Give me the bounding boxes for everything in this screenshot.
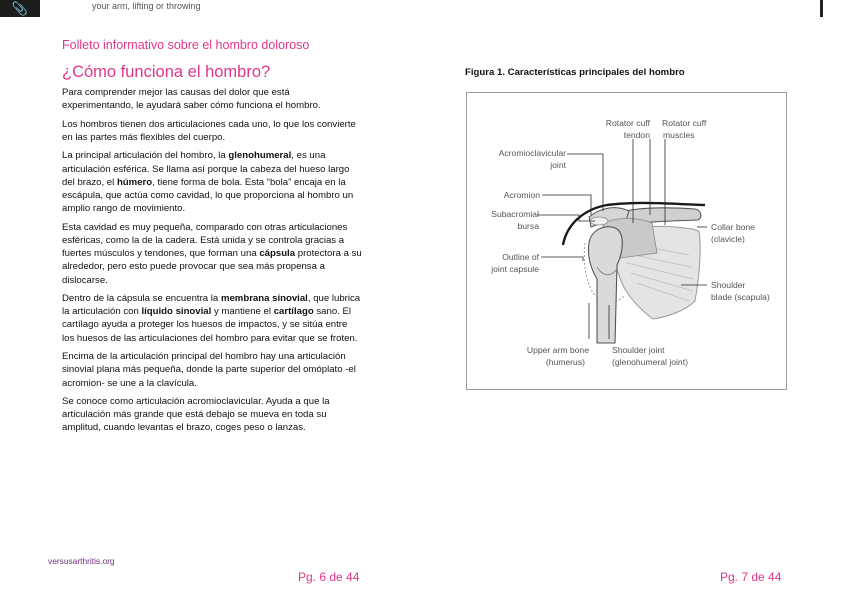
label-rc-muscles-2: muscles — [663, 130, 695, 140]
label-blade-1: Shoulder — [711, 280, 746, 290]
figure-caption: Figura 1. Características principales del hombro — [465, 67, 685, 78]
body-paragraph — [62, 395, 362, 435]
label-acromion: Acromion — [503, 190, 540, 200]
text-run: , es una articulación esférica. Se llama así porque la cabeza del hueso largo del brazo, el — [62, 150, 350, 188]
text-run: La principal articulación del hombro, la — [62, 150, 229, 162]
text-run: Para comprender mejor las causas del dolor que está experimentando, le ayudará saber cómo funciona el hombro. — [62, 87, 321, 112]
body-paragraph — [62, 86, 362, 112]
label-acj-2: joint — [550, 160, 566, 170]
humerus-shape — [588, 227, 622, 343]
bold-term: membrana sinovial — [220, 293, 308, 305]
text-run: , tiene forma de bola. Esta “bola” encaja en la escápula, que actúa como cavidad, lo que proporciona al hombro un amplio rango de movimiento. — [62, 176, 354, 215]
body-paragraph — [62, 350, 362, 390]
bold-term: cartílago — [273, 306, 314, 318]
label-rc-tendon-1: Rotator cuff — [605, 118, 650, 128]
text-run: sano. El cartílago ayuda a proteger los huesos de impactos, y se sitúa entre los huesos de las articulaciones del hombro para evitar que se froten. — [62, 306, 358, 344]
label-capsule-1: Outline of — [502, 252, 539, 262]
top-snippet: your arm, lifting or throwing — [92, 1, 201, 11]
label-bursa-1: Subacromial — [491, 209, 539, 219]
document-title: Folleto informativo sobre el hombro doloroso — [62, 38, 310, 52]
text-run: Encima de la articulación principal del hombro hay una articulación sinovial plana más pequeña, donde la parte superior del omóplato -el acromion- se une a la clavícula. — [62, 351, 356, 389]
text-run: Se conoce como articulación acromioclavicular. Ayuda a que la articulación más grande que está debajo se mueva en toda su amplitud, cuando levantas el brazo, coges peso o lanzas. — [62, 396, 330, 434]
footer-url[interactable]: versusarthritis.org — [48, 556, 115, 566]
label-gh-2: (glenohumeral joint) — [612, 357, 688, 367]
label-humerus-1: Upper arm bone — [526, 345, 589, 355]
text-run: y mantiene el — [211, 306, 274, 318]
label-acj-1: Acromioclavicular — [498, 148, 566, 158]
shoulder-diagram — [467, 93, 786, 389]
label-rc-tendon-2: tendon — [623, 130, 650, 140]
body-paragraph — [62, 221, 362, 287]
bold-term: líquido sinovial — [141, 306, 212, 318]
body-paragraph — [62, 149, 362, 215]
body-paragraph — [62, 292, 362, 345]
body-text — [62, 86, 362, 440]
bold-term: glenohumeral — [228, 150, 292, 162]
page-number-right: Pg. 7 de 44 — [720, 570, 782, 584]
label-bursa-2: bursa — [517, 221, 539, 231]
body-paragraph — [62, 118, 362, 144]
label-blade-2: blade (scapula) — [711, 292, 770, 302]
bold-term: cápsula — [259, 248, 296, 260]
text-run: Los hombros tienen dos articulaciones cada uno, lo que los convierte en las partes más flexibles del cuerpo. — [62, 118, 356, 143]
label-collar-2: (clavicle) — [711, 234, 745, 244]
page-number-left: Pg. 6 de 44 — [298, 570, 360, 584]
page-divider-mark — [820, 0, 823, 17]
text-run: , que lubrica la articulación con — [62, 293, 361, 318]
section-heading: ¿Cómo funciona el hombro? — [62, 63, 271, 81]
shoulder-figure — [466, 92, 787, 390]
bold-term: húmero — [116, 176, 153, 188]
paperclip-icon[interactable]: 📎 — [0, 0, 40, 17]
label-collar-1: Collar bone — [711, 222, 755, 232]
label-rc-muscles-1: Rotator cuff — [662, 118, 707, 128]
text-run: protectora a su alrededor, pero esto puede provocar que sea más propensa a dislocarse. — [62, 248, 362, 286]
label-capsule-2: joint capsule — [491, 264, 539, 274]
text-run: Esta cavidad es muy pequeña, comparado con otras articulaciones esféricas, como la de la cadera. Está unida y se controla gracias a fuertes músculos y tendones, que forman una — [62, 221, 348, 260]
label-humerus-2: (humerus) — [545, 357, 585, 367]
label-gh-1: Shoulder joint — [612, 345, 665, 355]
text-run: Dentro de la cápsula se encuentra la — [62, 293, 221, 305]
